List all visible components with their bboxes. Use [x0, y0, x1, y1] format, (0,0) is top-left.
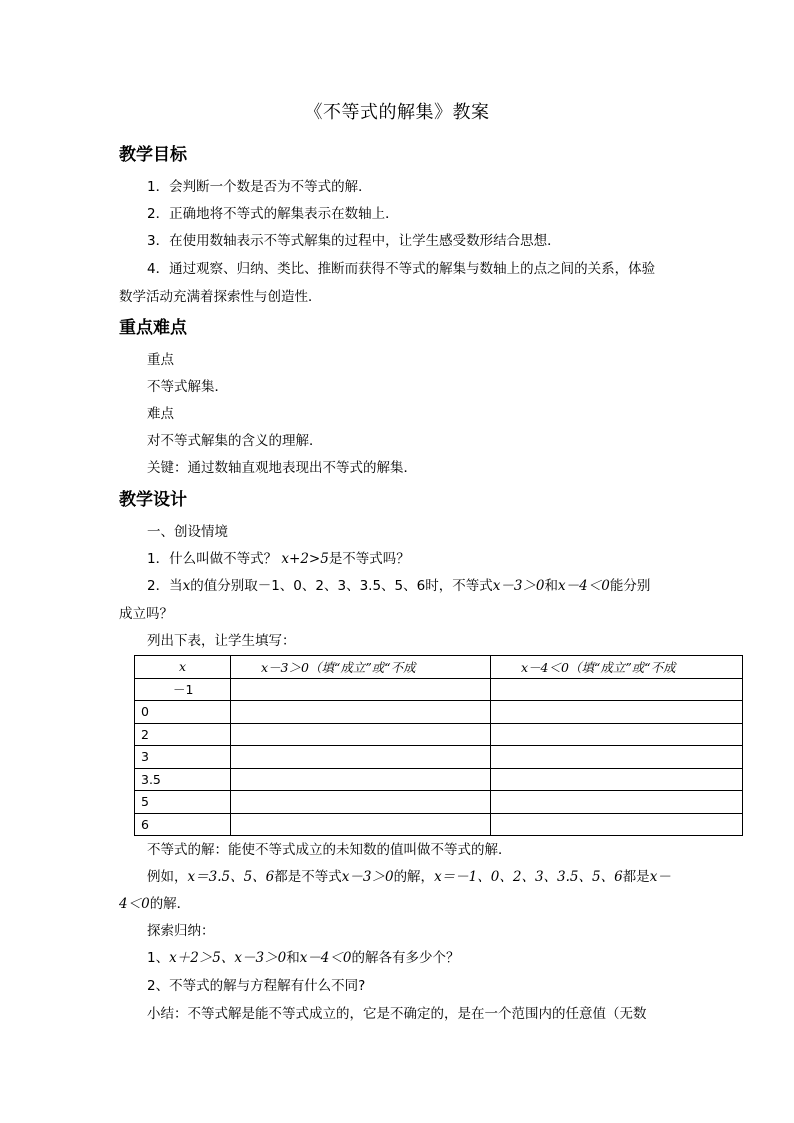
table-header-ineq-2: x－4＜0（填“成立”或“不成: [491, 656, 743, 679]
table-cell-answer-2[interactable]: [491, 678, 743, 701]
table-cell-x: 3: [135, 746, 231, 769]
table-cell-answer-2[interactable]: [491, 701, 743, 724]
goal-item-2: 2．正确地将不等式的解集表示在数轴上．: [147, 206, 399, 222]
keypoint-label-focus: 重点: [147, 352, 174, 368]
table-row: [135, 813, 743, 836]
table-cell-answer-2[interactable]: [491, 746, 743, 769]
design-question-2: 2．当x的值分别取－1、0、2、3、3.5、5、6时，不等式x－3＞0和x－4＜0能分别: [147, 578, 651, 594]
table-row: [135, 678, 743, 701]
table-cell-x: 3.5: [135, 768, 231, 791]
table-cell-x: 2: [135, 723, 231, 746]
fill-in-table: [134, 655, 743, 836]
explore-heading: 探索归纳：: [147, 923, 215, 939]
explore-question-2: 2、不等式的解与方程解有什么不同?: [147, 978, 366, 994]
table-cell-answer-1[interactable]: [231, 768, 491, 791]
table-row: [135, 791, 743, 814]
section-heading-keypoints: 重点难点: [119, 318, 187, 338]
table-header-ineq-1: x－3＞0（填“成立”或“不成: [231, 656, 491, 679]
design-question-1: 1．什么叫做不等式？ x+2>5是不等式吗？: [147, 551, 410, 567]
table-row: [135, 701, 743, 724]
table-cell-answer-1[interactable]: [231, 791, 491, 814]
table-row: [135, 723, 743, 746]
goal-item-3: 3．在使用数轴表示不等式解集的过程中，让学生感受数形结合思想．: [147, 233, 561, 249]
table-row: [135, 746, 743, 769]
table-cell-answer-1[interactable]: [231, 813, 491, 836]
table-header-row: [135, 656, 743, 679]
goal-item-4: 4．通过观察、归纳、类比、推断而获得不等式的解集与数轴上的点之间的关系，体验: [147, 261, 656, 277]
section-heading-design: 教学设计: [119, 490, 187, 510]
example-line: 例如，x＝3.5、5、6都是不等式x－3＞0的解，x＝－1、0、2、3、3.5、5、6都是x－: [147, 869, 671, 885]
table-cell-answer-1[interactable]: [231, 746, 491, 769]
keypoint-label-difficulty: 难点: [147, 406, 174, 422]
table-cell-answer-2[interactable]: [491, 768, 743, 791]
table-cell-x: 0: [135, 701, 231, 724]
design-question-2-cont: 成立吗？: [119, 606, 173, 622]
table-cell-answer-2[interactable]: [491, 791, 743, 814]
design-table-intro: 列出下表，让学生填写：: [147, 633, 296, 649]
keypoint-difficulty-text: 对不等式解集的含义的理解．: [147, 433, 323, 449]
table-row: [135, 768, 743, 791]
table-cell-x: 6: [135, 813, 231, 836]
goal-item-1: 1．会判断一个数是否为不等式的解．: [147, 179, 372, 195]
summary-line: 小结：不等式解是能不等式成立的，它是不确定的，是在一个范围内的任意值（无数: [147, 1006, 647, 1022]
keypoint-focus-text: 不等式解集．: [147, 379, 228, 395]
design-line-scenario: 一、创设情境: [147, 524, 228, 540]
table-cell-x: －1: [135, 678, 231, 701]
table-header-x: x: [135, 656, 231, 679]
inequality-table: [134, 655, 743, 836]
table-cell-answer-1[interactable]: [231, 701, 491, 724]
definition-solution: 不等式的解：能使不等式成立的未知数的值叫做不等式的解．: [147, 842, 512, 858]
table-cell-answer-1[interactable]: [231, 678, 491, 701]
table-cell-answer-2[interactable]: [491, 723, 743, 746]
goal-item-4-cont: 数学活动充满着探索性与创造性．: [119, 289, 322, 305]
explore-question-1: 1、x＋2＞5、x－3＞0和x－4＜0的解各有多少个？: [147, 950, 460, 966]
section-heading-goals: 教学目标: [119, 145, 187, 165]
document-title: 《不等式的解集》教案: [304, 102, 490, 123]
table-cell-answer-1[interactable]: [231, 723, 491, 746]
keypoint-key-text: 关键：通过数轴直观地表现出不等式的解集．: [147, 460, 417, 476]
table-cell-x: 5: [135, 791, 231, 814]
example-line-cont: 4＜0的解．: [119, 896, 191, 912]
table-cell-answer-2[interactable]: [491, 813, 743, 836]
